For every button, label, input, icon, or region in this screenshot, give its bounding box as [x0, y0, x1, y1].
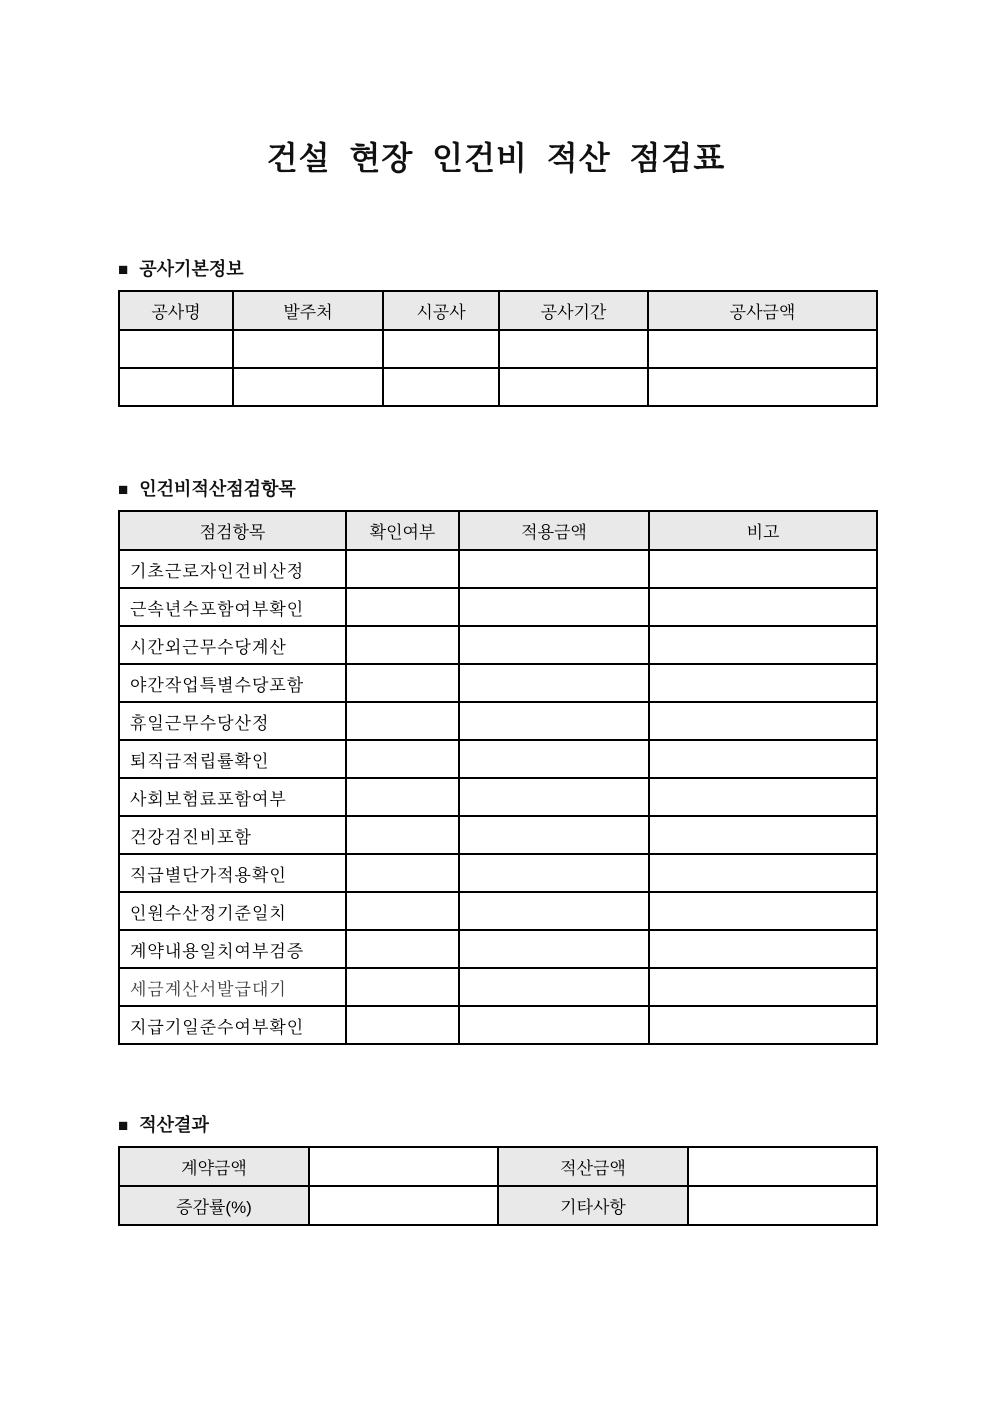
empty-cell — [499, 368, 648, 406]
check-item-row — [119, 968, 877, 1006]
result-label-estimated-amount: 적산금액 — [498, 1147, 688, 1186]
check-item-label: 사회보험료포함여부 — [119, 778, 346, 816]
column-header-applied-amount: 적용금액 — [459, 511, 649, 550]
check-item-label: 지급기일준수여부확인 — [119, 1006, 346, 1044]
empty-cell — [346, 778, 459, 816]
check-item-row — [119, 702, 877, 740]
empty-cell — [459, 930, 649, 968]
check-item-label: 세금계산서발급대기 — [119, 968, 346, 1006]
check-item-row — [119, 778, 877, 816]
check-item-row — [119, 892, 877, 930]
empty-cell — [459, 626, 649, 664]
check-item-label: 휴일근무수당산정 — [119, 702, 346, 740]
empty-cell — [649, 1006, 877, 1044]
check-item-label: 건강검진비포함 — [119, 816, 346, 854]
empty-cell — [649, 664, 877, 702]
section-heading-label: 인건비적산점검항목 — [139, 479, 296, 499]
check-item-row — [119, 550, 877, 588]
result-table — [118, 1146, 878, 1226]
empty-cell — [649, 892, 877, 930]
basic-info-table — [118, 290, 878, 407]
square-bullet-icon: ■ — [118, 480, 129, 499]
empty-cell — [459, 702, 649, 740]
check-item-row — [119, 626, 877, 664]
empty-cell — [383, 330, 499, 368]
empty-cell — [459, 740, 649, 778]
check-items-table — [118, 510, 878, 1045]
square-bullet-icon: ■ — [118, 260, 129, 279]
empty-cell — [459, 588, 649, 626]
empty-cell — [346, 854, 459, 892]
column-header-client: 발주처 — [233, 291, 383, 330]
square-bullet-icon: ■ — [118, 1116, 129, 1135]
column-header-confirmed: 확인여부 — [346, 511, 459, 550]
result-value-estimated-amount — [688, 1147, 877, 1186]
empty-cell — [346, 968, 459, 1006]
empty-cell — [649, 626, 877, 664]
check-item-label: 기초근로자인건비산정 — [119, 550, 346, 588]
empty-cell — [346, 664, 459, 702]
column-header-contractor: 시공사 — [383, 291, 499, 330]
empty-cell — [459, 1006, 649, 1044]
section-heading-result — [118, 1115, 876, 1136]
empty-cell — [383, 368, 499, 406]
empty-cell — [346, 550, 459, 588]
check-item-row — [119, 1006, 877, 1044]
empty-cell — [459, 550, 649, 588]
empty-cell — [649, 588, 877, 626]
empty-cell — [346, 1006, 459, 1044]
result-label-change-rate: 증감률(%) — [119, 1186, 309, 1225]
column-header-construction-name: 공사명 — [119, 291, 233, 330]
empty-cell — [459, 778, 649, 816]
empty-cell — [346, 816, 459, 854]
check-item-label: 계약내용일치여부검증 — [119, 930, 346, 968]
section-heading-label: 공사기본정보 — [139, 259, 244, 279]
empty-cell — [499, 330, 648, 368]
check-item-label: 야간작업특별수당포함 — [119, 664, 346, 702]
page-title: 건설 현장 인건비 적산 점검표 — [266, 140, 726, 176]
empty-cell — [119, 368, 233, 406]
result-row — [119, 1186, 877, 1225]
empty-cell — [649, 930, 877, 968]
table-header-row — [119, 511, 877, 550]
table-header-row — [119, 291, 877, 330]
result-label-other-notes: 기타사항 — [498, 1186, 688, 1225]
check-item-row — [119, 816, 877, 854]
column-header-remarks: 비고 — [649, 511, 877, 550]
empty-cell — [346, 930, 459, 968]
check-item-row — [119, 854, 877, 892]
table-row — [119, 330, 877, 368]
empty-cell — [649, 702, 877, 740]
result-value-other-notes — [688, 1186, 877, 1225]
empty-cell — [233, 330, 383, 368]
empty-cell — [346, 626, 459, 664]
empty-cell — [346, 702, 459, 740]
result-row — [119, 1147, 877, 1186]
empty-cell — [346, 740, 459, 778]
column-header-check-item: 점검항목 — [119, 511, 346, 550]
empty-cell — [346, 588, 459, 626]
result-label-contract-amount: 계약금액 — [119, 1147, 309, 1186]
check-item-label: 근속년수포함여부확인 — [119, 588, 346, 626]
section-heading-check-items — [118, 479, 876, 500]
check-item-label: 시간외근무수당계산 — [119, 626, 346, 664]
check-item-row — [119, 740, 877, 778]
empty-cell — [233, 368, 383, 406]
empty-cell — [649, 968, 877, 1006]
check-item-label: 퇴직금적립률확인 — [119, 740, 346, 778]
column-header-period: 공사기간 — [499, 291, 648, 330]
check-item-row — [119, 588, 877, 626]
empty-cell — [649, 854, 877, 892]
result-value-change-rate — [309, 1186, 498, 1225]
section-heading-basic-info — [118, 259, 876, 280]
result-value-contract-amount — [309, 1147, 498, 1186]
document-content — [118, 259, 876, 1226]
empty-cell — [459, 892, 649, 930]
table-row — [119, 368, 877, 406]
empty-cell — [649, 550, 877, 588]
empty-cell — [649, 778, 877, 816]
empty-cell — [459, 968, 649, 1006]
check-item-row — [119, 664, 877, 702]
empty-cell — [648, 368, 877, 406]
empty-cell — [346, 892, 459, 930]
column-header-amount: 공사금액 — [648, 291, 877, 330]
check-item-label: 인원수산정기준일치 — [119, 892, 346, 930]
empty-cell — [459, 854, 649, 892]
empty-cell — [459, 664, 649, 702]
empty-cell — [119, 330, 233, 368]
empty-cell — [459, 816, 649, 854]
check-item-label: 직급별단가적용확인 — [119, 854, 346, 892]
empty-cell — [649, 740, 877, 778]
section-heading-label: 적산결과 — [139, 1115, 209, 1135]
empty-cell — [648, 330, 877, 368]
empty-cell — [649, 816, 877, 854]
check-item-row — [119, 930, 877, 968]
